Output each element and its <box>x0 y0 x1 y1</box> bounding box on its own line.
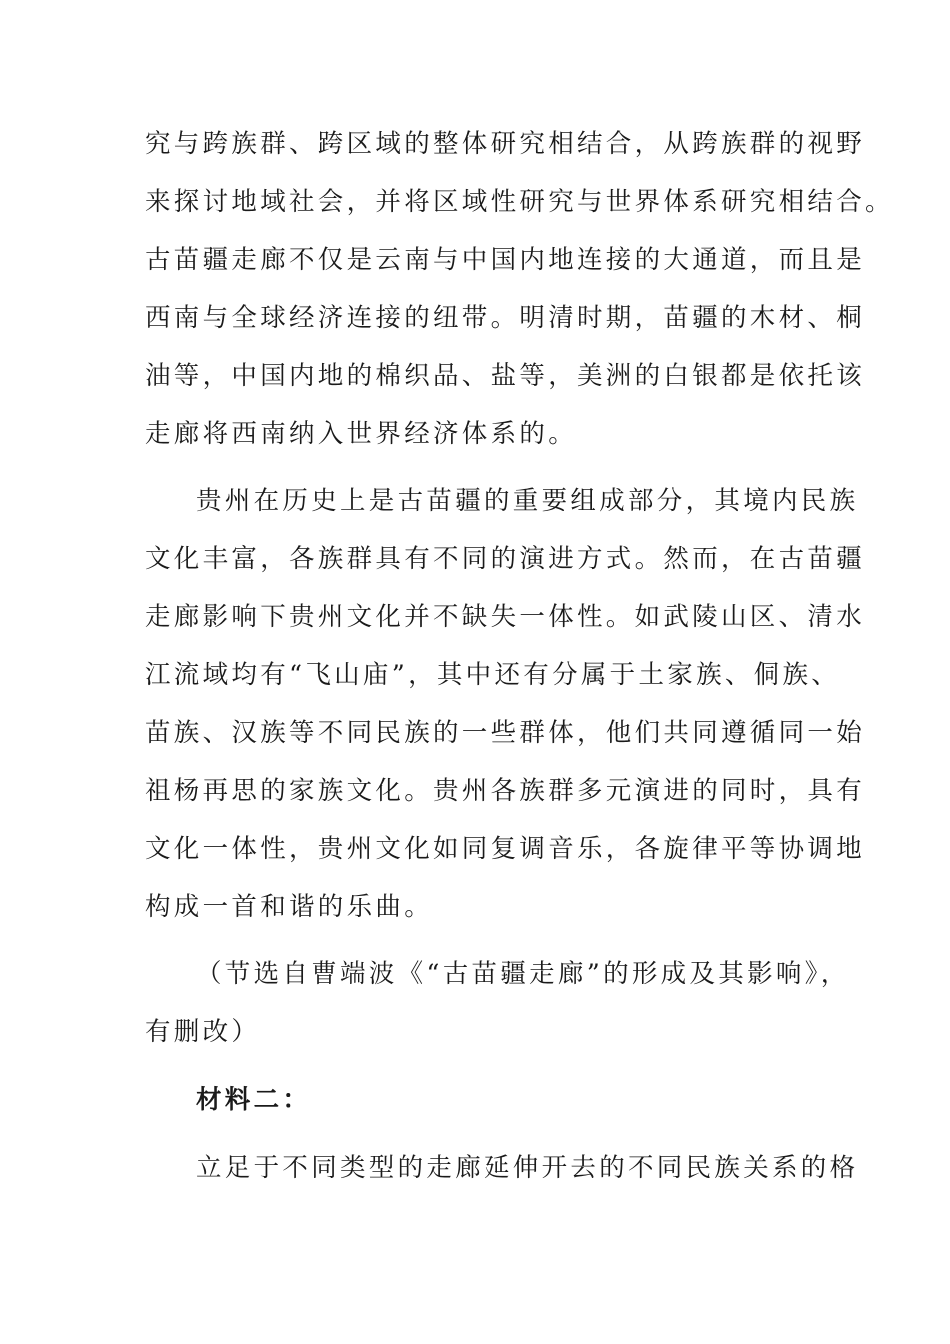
paragraph-2-line-1: 贵州在历史上是古苗疆的重要组成部分，其境内民族 <box>196 486 859 516</box>
paragraph-2-line-8: 构成一首和谐的乐曲。 <box>145 892 434 922</box>
paragraph-1-line-6: 走廊将西南纳入世界经济体系的。 <box>145 419 578 449</box>
paragraph-2-line-5: 苗族、汉族等不同民族的一些群体，他们共同遵循同一始 <box>145 718 866 748</box>
paragraph-2-line-4: 江流域均有“飞山庙”，其中还有分属于土家族、侗族、 <box>145 660 841 690</box>
paragraph-1-line-5: 油等，中国内地的棉织品、盐等，美洲的白银都是依托该 <box>145 361 866 391</box>
paragraph-1-line-2: 来探讨地域社会，并将区域性研究与世界体系研究相结合。 <box>145 187 894 217</box>
material-two-heading: 材料二： <box>196 1085 312 1115</box>
paragraph-1-line-3: 古苗疆走廊不仅是云南与中国内地连接的大通道，而且是 <box>145 245 866 275</box>
paragraph-2-line-6: 祖杨再思的家族文化。贵州各族群多元演进的同时，具有 <box>145 776 866 806</box>
paragraph-1-line-1: 究与跨族群、跨区域的整体研究相结合，从跨族群的视野 <box>145 129 866 159</box>
paragraph-3-line-1: 立足于不同类型的走廊延伸开去的不同民族关系的格 <box>196 1153 859 1183</box>
paragraph-2-line-3: 走廊影响下贵州文化并不缺失一体性。如武陵山区、清水 <box>145 602 866 632</box>
source-citation-line-1: （节选自曹端波《“古苗疆走廊”的形成及其影响》， <box>196 959 850 989</box>
paragraph-2-line-7: 文化一体性，贵州文化如同复调音乐，各旋律平等协调地 <box>145 834 866 864</box>
paragraph-1-line-4: 西南与全球经济连接的纽带。明清时期，苗疆的木材、桐 <box>145 303 866 333</box>
paragraph-2-line-2: 文化丰富，各族群具有不同的演进方式。然而，在古苗疆 <box>145 544 866 574</box>
source-citation-line-2: 有删改） <box>145 1017 261 1047</box>
